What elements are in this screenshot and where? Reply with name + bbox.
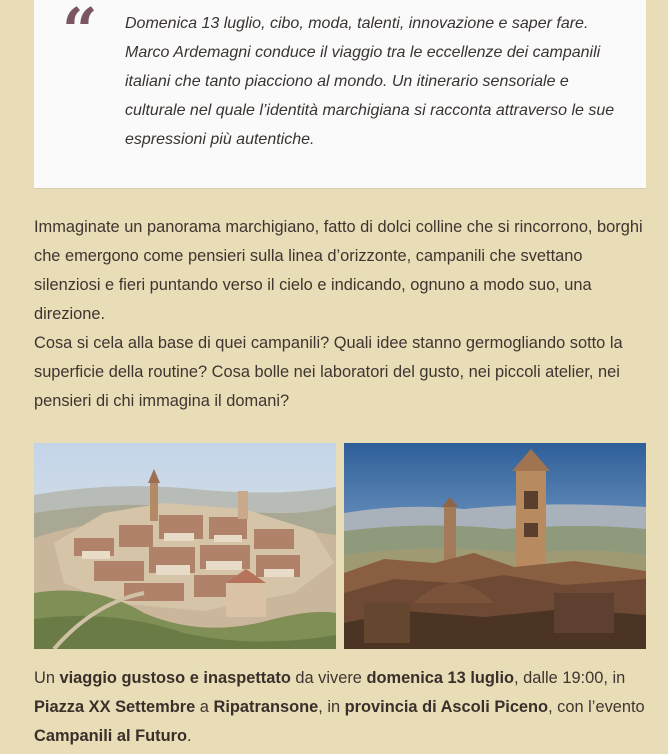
event-paragraph: [34, 664, 646, 751]
event-town: Ripatransone: [213, 698, 319, 716]
event-venue: Piazza XX Settembre: [34, 698, 196, 716]
event-text: da vivere: [290, 669, 367, 687]
quote-text: Domenica 13 luglio, cibo, moda, talenti, innovazione e saper fare. Marco Ardemagni conduce il viaggio tra le eccellenze dei campanili italiani che tanto piacciono al mondo. Un itinerario sensoriale e culturale nel quale l’identità marchigiana si racconta attraverso le sue espressioni più autentiche.: [125, 15, 615, 148]
aerial-town-photo[interactable]: [34, 443, 336, 649]
bell-tower-illustration: [344, 443, 646, 649]
bell-tower-photo[interactable]: [344, 443, 646, 649]
event-province: provincia di Ascoli Piceno: [344, 698, 549, 716]
article: [34, 0, 646, 745]
event-text: a: [195, 698, 214, 716]
event-highlight-trip: viaggio gustoso e inaspettato: [59, 669, 291, 687]
event-text: , in: [318, 698, 345, 716]
blockquote: [34, 0, 646, 189]
questions-paragraph: Cosa si cela alla base di quei campanili? Quali idee stanno germogliando sotto la superficie della routine? Cosa bolle nei laboratori del gusto, nei piccoli atelier, nei pensieri di chi immagina il domani?: [34, 334, 623, 410]
event-name: Campanili al Futuro: [34, 727, 187, 745]
event-text: , dalle 19:00, in: [514, 669, 626, 687]
event-text: , con l’evento: [548, 698, 645, 716]
quote-mark-icon: “: [62, 0, 98, 67]
intro-paragraph: Immaginate un panorama marchigiano, fatto di dolci colline che si rincorrono, borghi che emergono come pensieri sulla linea d’orizzonte, campanili che svettano silenziosi e fieri puntando verso il cielo e indicando, ognuno a modo suo, una direzione.: [34, 218, 643, 323]
event-text: Un: [34, 669, 60, 687]
aerial-town-illustration: [34, 443, 336, 649]
event-date: domenica 13 luglio: [366, 669, 515, 687]
event-text: .: [187, 727, 192, 745]
